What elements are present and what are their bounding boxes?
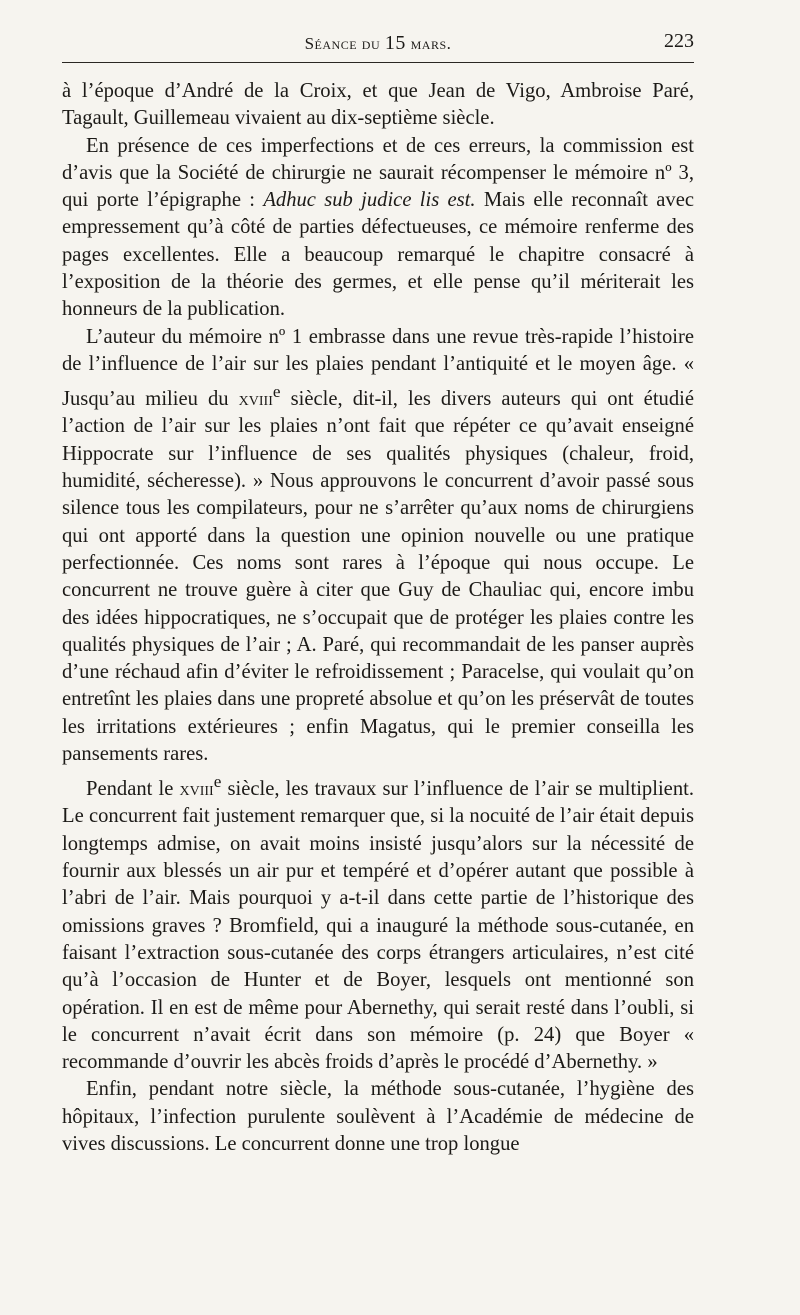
paragraph-3-part-a: L’auteur du mémoire nº 1 embrasse dans une revue très-rapide l’histoire de l’influence de l’air sur les plaies pendant l’antiquité et le moyen âge. « Jusqu’au milieu du [62,325,694,411]
paragraph-4-part-a: Pendant le [86,778,180,801]
running-head [62,30,694,56]
century-numeral: xviii [238,388,273,411]
body-text [62,78,694,1158]
paragraph-4 [62,768,694,1076]
paragraph-1: à l’époque d’André de la Croix, et que Jean de Vigo, Ambroise Paré, Tagault, Guillemeau vivaient au dix-septième siècle. [62,80,694,130]
paragraph-2-text: En présence de ces imperfections et de ces erreurs, la commission est d’avis que la Société de chirurgie ne saurait récompenser le mémoire nº 3, qui porte l’épigraphe : [62,134,694,212]
epigraph: Adhuc sub judice lis est. [263,189,476,212]
century-numeral: xviii [179,778,214,801]
paragraph-3 [62,324,694,769]
running-title-suffix: mars. [405,34,452,53]
running-title [62,32,694,55]
running-title-prefix: Séance du [304,34,385,53]
paragraph-5: Enfin, pendant notre siècle, la méthode sous-cutanée, l’hygiène des hôpitaux, l’infection purulente soulèvent à l’Académie de médecine de vives discussions. Le concurrent donne une trop longue [62,1078,694,1155]
paragraph-4-part-b: siècle, les travaux sur l’influence de l’air se multiplient. Le concurrent fait justement remarquer que, si la nocuité de l’air était depuis longtemps admise, on avait moins insisté jusqu’alors sur la nécessité de fournir aux blessés un air pur et tempéré et d’opérer autant que possible à l’abri de l’air. Mais pourquoi y a-t-il dans cette partie de l’historique des omissions graves ? Bromfield, qui a inauguré la méthode sous-cutanée, en faisant l’extraction sous-cutanée des corps étrangers articulaires, n’est cité qu’à l’occasion de Hunter et de Boyer, lesquels ont mentionné son opération. Il en est de même pour Abernethy, qui serait resté dans l’oubli, si le concurrent n’avait écrit dans son mémoire (p. 24) que Boyer « recommande d’ouvrir les abcès froids d’après le procédé d’Abernethy. » [62,778,694,1074]
paragraph-2 [62,133,694,324]
page-number: 223 [664,30,694,52]
century-superscript: e [272,382,281,402]
paragraph-2-tail: Mais elle reconnaît avec empressement qu’à côté de parties défectueuses, ce mémoire renferme des pages excellentes. Elle a beaucoup remarqué le chapitre consacré à l’exposition de la théorie des germes, et elle pense qu’il mériterait les honneurs de la publication. [62,189,694,321]
header-rule [62,62,694,63]
paragraph-3-part-b: siècle, dit-il, les divers auteurs qui ont étudié l’action de l’air sur les plaies n’ont fait que répéter ce qu’avait enseigné Hippocrate sur l’influence de ses qualités physiques (chaleur, froid, humidité, sécheresse). » Nous approuvons le concurrent d’avoir passé sous silence tous les compilateurs, pour ne s’arrêter qu’aux noms de chirurgiens qui ont apporté dans la question une opinion nouvelle ou une pratique perfectionnée. Ces noms sont rares à l’époque qui nous occupe. Le concurrent ne trouve guère à citer que Guy de Chauliac qui, encore imbu des idées hippocratiques, ne s’occupait que de protéger les plaies contre les qualités physiques de l’air ; A. Paré, qui recommandait de les panser auprès d’une réchaud afin d’éviter le refroidissement ; Paracelse, qui voulait qu’on entretînt les plaies dans une propreté absolue et qu’on les préservât de toutes les irritations extérieures ; enfin Magatus, qui le premier conseilla les pansements rares. [62,388,694,765]
running-title-day: 15 [384,32,406,54]
century-superscript: e [213,772,222,792]
